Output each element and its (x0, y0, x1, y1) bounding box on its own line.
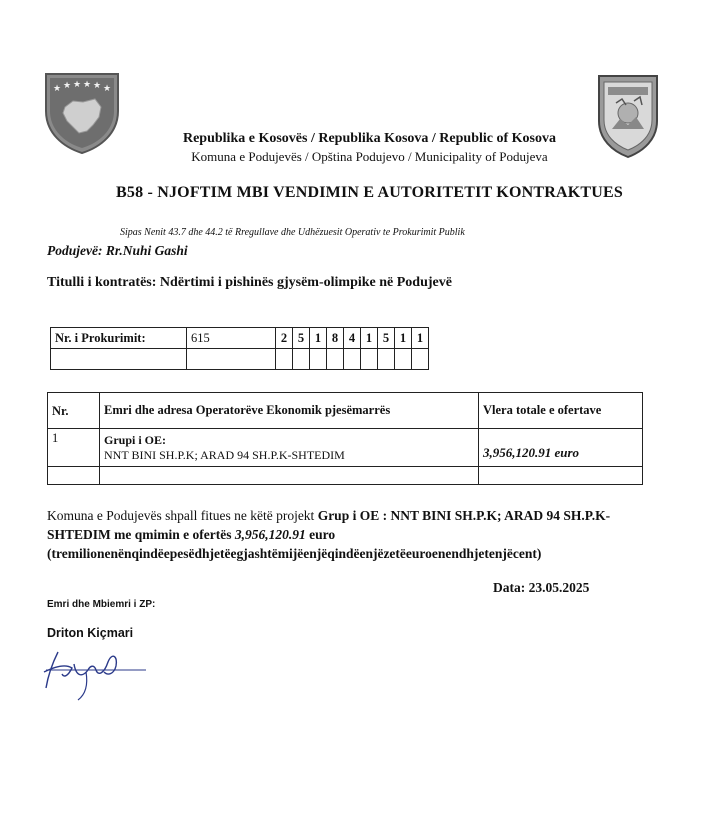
empty-cell (187, 349, 276, 370)
row-group-label: Grupi i OE: (104, 432, 167, 447)
empty-cell (395, 349, 412, 370)
empty-cell (310, 349, 327, 370)
procurement-digit: 1 (412, 328, 429, 349)
svg-text:★: ★ (63, 81, 72, 91)
empty-cell (51, 349, 187, 370)
header-operator-name: Emri dhe adresa Operatorëve Ekonomik pjesëmarrës (100, 393, 479, 429)
procurement-digit: 2 (276, 328, 293, 349)
empty-cell (361, 349, 378, 370)
empty-cell (276, 349, 293, 370)
legal-basis: Sipas Nenit 43.7 dhe 44.2 të Rregullave dhe Udhëzuesit Operativ te Prokurimit Publik (120, 227, 465, 238)
procurement-empty-row (51, 349, 429, 370)
procurement-digit: 1 (361, 328, 378, 349)
document-date: Data: 23.05.2025 (493, 580, 590, 595)
announcement-amount: 3,956,120.91 (234, 527, 306, 542)
header-nr: Nr. (48, 393, 100, 429)
svg-text:★: ★ (53, 84, 62, 94)
procurement-label: Nr. i Prokurimit: (51, 328, 187, 349)
table-row (48, 467, 643, 485)
document-title: B58 - NJOFTIM MBI VENDIMIN E AUTORITETIT KONTRAKTUES (116, 184, 623, 201)
empty-cell (344, 349, 361, 370)
svg-text:★: ★ (73, 80, 82, 90)
procurement-digit: 4 (344, 328, 361, 349)
svg-text:★: ★ (103, 84, 112, 94)
announcement-amount-words: (tremilionenënqindëepesëdhjetëegjashtëmijëenjëqindëenjëzetëeuroenendhjetenjëcent) (47, 546, 542, 561)
announcement-currency: euro (305, 527, 336, 542)
header-total-value: Vlera totale e ofertave (479, 393, 643, 429)
empty-cell (293, 349, 310, 370)
empty-cell (479, 467, 643, 485)
row-total-value: 3,956,120.91 euro (479, 429, 643, 467)
procurement-digit: 5 (293, 328, 310, 349)
signatory-label: Emri dhe Mbiemri i ZP: (47, 599, 156, 610)
procurement-number-table (50, 327, 429, 370)
header-country-line: Republika e Kosovës / Republika Kosova / Republic of Kosova (182, 131, 556, 146)
signatory-name: Driton Kiçmari (47, 626, 134, 640)
contracting-authority: Podujevë: Rr.Nuhi Gashi (47, 243, 188, 258)
offers-table (47, 392, 643, 485)
svg-text:★: ★ (83, 80, 92, 90)
announcement-intro: Komuna e Podujevës shpall fitues ne këtë projekt (47, 508, 318, 523)
announcement-winner: Grup i OE : NNT BINI SH.P.K; ARAD 94 SH.P.K-SHTEDIM me qmimin e ofertës (47, 508, 611, 542)
empty-cell (100, 467, 479, 485)
svg-text:★: ★ (93, 81, 102, 91)
empty-cell (48, 467, 100, 485)
empty-cell (327, 349, 344, 370)
row-nr: 1 (48, 429, 100, 467)
procurement-digit: 5 (378, 328, 395, 349)
row-operator (100, 429, 479, 467)
winner-announcement (47, 506, 647, 563)
procurement-digit: 8 (327, 328, 344, 349)
header-municipality-line: Komuna e Podujevës / Opština Podujevo / Municipality of Podujeva (191, 149, 548, 164)
handwritten-signature-icon (38, 642, 158, 702)
procurement-number-row (51, 328, 429, 349)
empty-cell (412, 349, 429, 370)
procurement-digit: 1 (310, 328, 327, 349)
contract-title: Titulli i kontratës: Ndërtimi i pishinës gjysëm-olimpike në Podujevë (47, 275, 452, 290)
offers-header-row (48, 393, 643, 429)
empty-cell (378, 349, 395, 370)
row-operator-names: NNT BINI SH.P.K; ARAD 94 SH.P.K-SHTEDIM (104, 447, 345, 462)
table-row (48, 429, 643, 467)
procurement-digit: 1 (395, 328, 412, 349)
procurement-code: 615 (187, 328, 276, 349)
